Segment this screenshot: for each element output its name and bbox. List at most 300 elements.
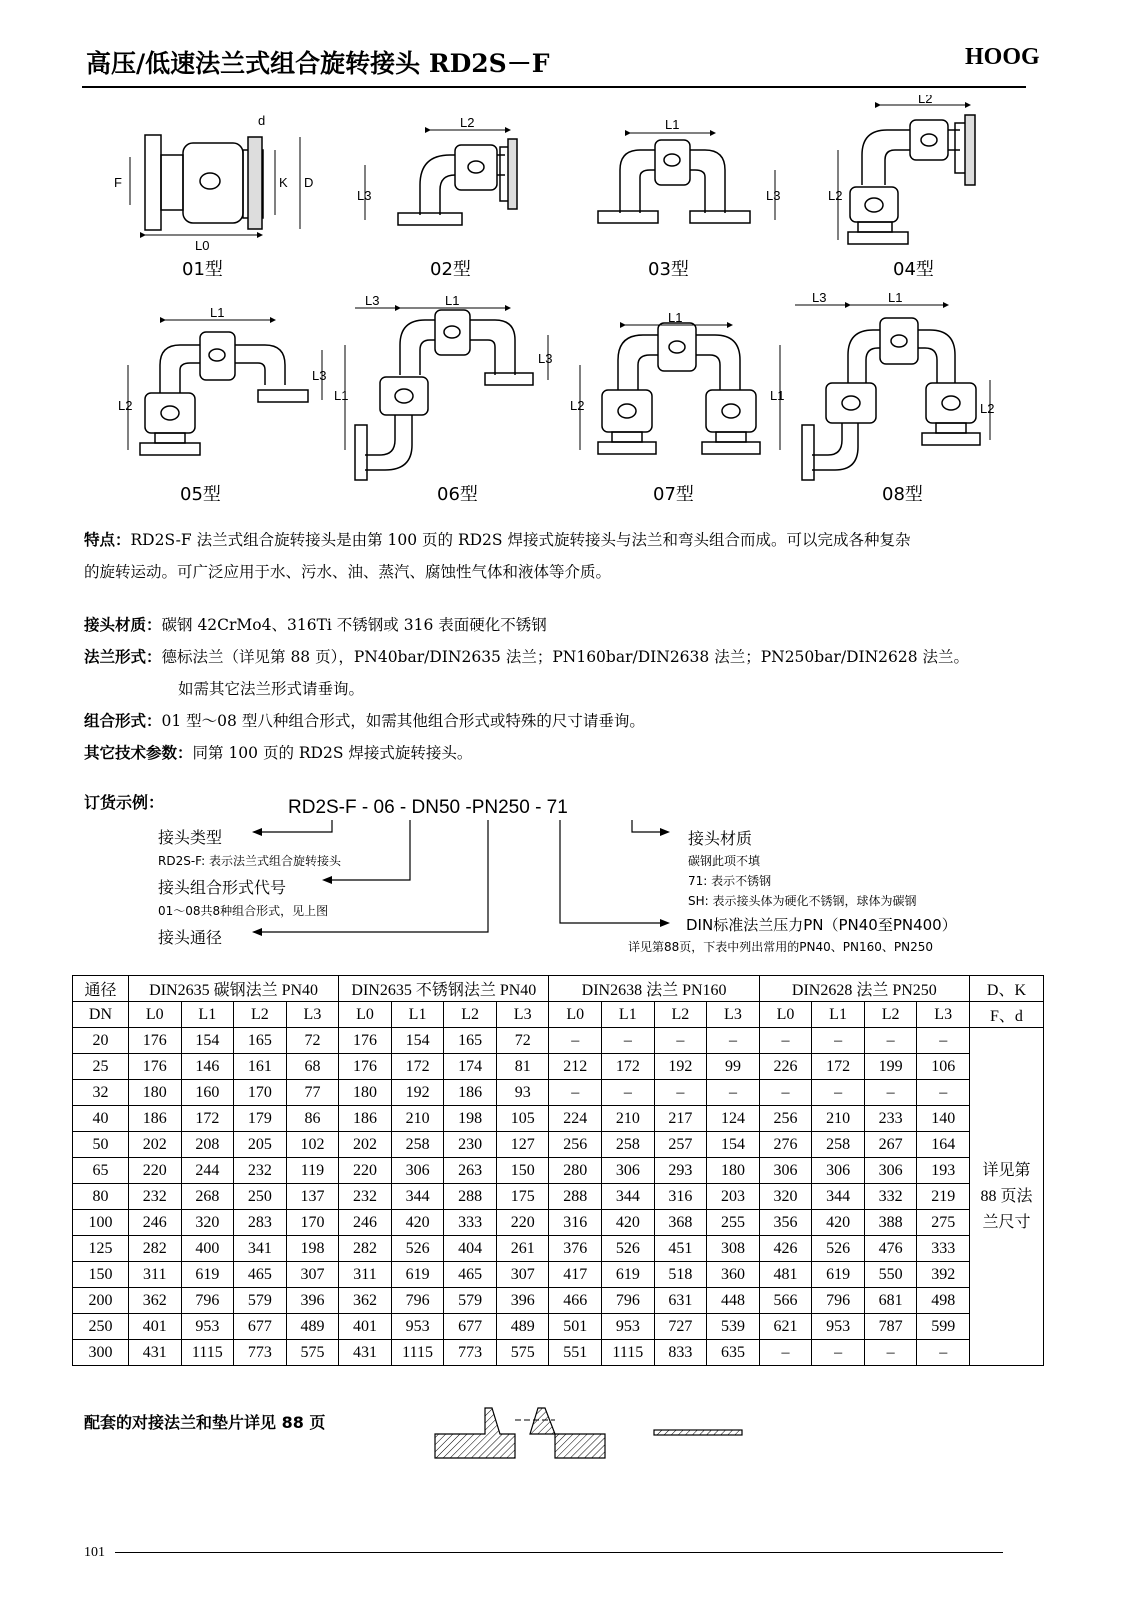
table-cell: 1115 xyxy=(602,1340,655,1366)
flange-note: 配套的对接法兰和垫片详见 88 页 xyxy=(84,1413,326,1432)
table-cell: 476 xyxy=(864,1236,917,1262)
table-cell: 175 xyxy=(496,1184,549,1210)
features-line2: 的旋转运动。可广泛应用于水、污水、油、蒸汽、腐蚀性气体和液体等介质。 xyxy=(84,563,612,581)
table-row xyxy=(73,1184,1044,1210)
subheader-cell: L3 xyxy=(286,1002,339,1028)
table-cell: 165 xyxy=(444,1028,497,1054)
table-cell: 293 xyxy=(654,1158,707,1184)
table-cell: 368 xyxy=(654,1210,707,1236)
table-cell: 306 xyxy=(864,1158,917,1184)
features-paragraph xyxy=(84,524,1044,588)
table-cell: 953 xyxy=(602,1314,655,1340)
table-cell: 150 xyxy=(496,1158,549,1184)
table-cell: 119 xyxy=(286,1158,339,1184)
table-cell: 396 xyxy=(496,1288,549,1314)
table-cell: 344 xyxy=(391,1184,444,1210)
header-dk: D、K xyxy=(969,976,1043,1002)
combination-diagrams xyxy=(0,95,1131,510)
header-din2635-carbon: DIN2635 碳钢法兰 PN40 xyxy=(128,976,338,1002)
table-cell: 154 xyxy=(391,1028,444,1054)
table-cell: 192 xyxy=(654,1054,707,1080)
caption-02: 02型 xyxy=(430,259,471,280)
table-cell: 316 xyxy=(654,1184,707,1210)
subheader-cell: L2 xyxy=(654,1002,707,1028)
table-cell: 316 xyxy=(549,1210,602,1236)
table-cell: 275 xyxy=(917,1210,970,1236)
table-cell: 498 xyxy=(917,1288,970,1314)
table-cell: 250 xyxy=(234,1184,287,1210)
table-cell: – xyxy=(549,1080,602,1106)
header-din2635-stainless: DIN2635 不锈钢法兰 PN40 xyxy=(339,976,549,1002)
table-cell: 210 xyxy=(602,1106,655,1132)
table-cell: 192 xyxy=(391,1080,444,1106)
table-cell: 102 xyxy=(286,1132,339,1158)
table-cell: 431 xyxy=(128,1340,181,1366)
table-cell: 451 xyxy=(654,1236,707,1262)
table-cell: 619 xyxy=(602,1262,655,1288)
table-cell: – xyxy=(864,1080,917,1106)
table-cell: 501 xyxy=(549,1314,602,1340)
table-cell: 232 xyxy=(234,1158,287,1184)
diagram-02 xyxy=(365,130,517,225)
dim-label-L1-06: L1 xyxy=(445,293,460,308)
table-cell: 258 xyxy=(602,1132,655,1158)
dim-label-L1-08b: L1 xyxy=(770,388,785,403)
table-cell: 362 xyxy=(128,1288,181,1314)
subheader-cell: L1 xyxy=(181,1002,234,1028)
table-cell: 179 xyxy=(234,1106,287,1132)
diagram-03 xyxy=(598,133,775,223)
table-cell: 99 xyxy=(707,1054,760,1080)
table-cell: 362 xyxy=(339,1288,392,1314)
table-cell: 220 xyxy=(339,1158,392,1184)
table-cell: 219 xyxy=(917,1184,970,1210)
order-dn-title: 接头通径 xyxy=(158,928,223,947)
table-cell: 796 xyxy=(812,1288,865,1314)
subheader-cell: L2 xyxy=(864,1002,917,1028)
table-cell: 268 xyxy=(181,1184,234,1210)
table-cell: 306 xyxy=(391,1158,444,1184)
table-cell: 280 xyxy=(549,1158,602,1184)
subheader-cell: L2 xyxy=(234,1002,287,1028)
caption-06: 06型 xyxy=(437,484,478,505)
table-cell: 796 xyxy=(391,1288,444,1314)
dim-label-F-01: F xyxy=(114,175,122,190)
features-label: 特点： xyxy=(84,530,131,549)
table-cell: 198 xyxy=(286,1236,339,1262)
table-cell: 244 xyxy=(181,1158,234,1184)
table-cell: 396 xyxy=(286,1288,339,1314)
table-cell: – xyxy=(602,1028,655,1054)
table-cell: 172 xyxy=(181,1106,234,1132)
header-din2628: DIN2628 法兰 PN250 xyxy=(759,976,969,1002)
table-row xyxy=(73,1262,1044,1288)
table-row xyxy=(73,1210,1044,1236)
table-cell: 160 xyxy=(181,1080,234,1106)
table-cell: 388 xyxy=(864,1210,917,1236)
subheader-cell: L3 xyxy=(917,1002,970,1028)
flange-dimension-note xyxy=(969,1028,1043,1366)
table-cell: 72 xyxy=(286,1028,339,1054)
table-cell: 619 xyxy=(181,1262,234,1288)
table-cell: 127 xyxy=(496,1132,549,1158)
table-cell: 256 xyxy=(549,1132,602,1158)
dn-cell: 25 xyxy=(73,1054,129,1080)
table-cell: 466 xyxy=(549,1288,602,1314)
table-cell: 677 xyxy=(444,1314,497,1340)
table-cell: 465 xyxy=(234,1262,287,1288)
table-cell: 1115 xyxy=(181,1340,234,1366)
order-type-title: 接头类型 xyxy=(158,828,223,847)
dim-label-L3-05: L3 xyxy=(312,368,327,383)
table-cell: – xyxy=(864,1340,917,1366)
table-cell: 256 xyxy=(759,1106,812,1132)
table-cell: 575 xyxy=(496,1340,549,1366)
table-cell: 220 xyxy=(128,1158,181,1184)
table-cell: 212 xyxy=(549,1054,602,1080)
table-cell: 276 xyxy=(759,1132,812,1158)
table-cell: 246 xyxy=(128,1210,181,1236)
dim-label-L3-03: L3 xyxy=(766,188,781,203)
table-cell: 180 xyxy=(707,1158,760,1184)
table-cell: 420 xyxy=(812,1210,865,1236)
table-cell: 246 xyxy=(339,1210,392,1236)
table-cell: 320 xyxy=(181,1210,234,1236)
dim-label-L3-02: L3 xyxy=(357,188,372,203)
table-cell: 93 xyxy=(496,1080,549,1106)
table-cell: 526 xyxy=(812,1236,865,1262)
table-cell: 68 xyxy=(286,1054,339,1080)
table-cell: 86 xyxy=(286,1106,339,1132)
table-cell: 306 xyxy=(812,1158,865,1184)
table-cell: 210 xyxy=(391,1106,444,1132)
dim-label-L3-06: L3 xyxy=(365,293,380,308)
table-cell: – xyxy=(654,1028,707,1054)
table-cell: 77 xyxy=(286,1080,339,1106)
table-cell: – xyxy=(812,1080,865,1106)
table-cell: 360 xyxy=(707,1262,760,1288)
table-cell: 431 xyxy=(339,1340,392,1366)
order-label: 订货示例： xyxy=(84,793,165,812)
table-row xyxy=(73,1080,1044,1106)
table-cell: – xyxy=(707,1028,760,1054)
dim-label-L2-04: L2 xyxy=(918,95,933,106)
table-cell: 288 xyxy=(549,1184,602,1210)
table-cell: – xyxy=(759,1340,812,1366)
table-cell: 518 xyxy=(654,1262,707,1288)
diagram-08 xyxy=(780,305,990,480)
table-cell: 308 xyxy=(707,1236,760,1262)
dim-label-L1-07: L1 xyxy=(668,310,683,325)
dim-label-K-01: K xyxy=(279,175,288,190)
table-cell: 224 xyxy=(549,1106,602,1132)
subheader-cell: L1 xyxy=(812,1002,865,1028)
table-cell: 198 xyxy=(444,1106,497,1132)
table-header-row-1 xyxy=(73,976,1044,1002)
table-cell: 579 xyxy=(234,1288,287,1314)
table-cell: 307 xyxy=(496,1262,549,1288)
order-type-desc: RD2S-F: 表示法兰式组合旋转接头 xyxy=(158,854,341,868)
order-material-desc1: 碳钢此项不填 xyxy=(688,854,761,868)
dn-cell: 100 xyxy=(73,1210,129,1236)
table-row xyxy=(73,1340,1044,1366)
subheader-cell: L0 xyxy=(339,1002,392,1028)
table-cell: 333 xyxy=(917,1236,970,1262)
table-cell: 124 xyxy=(707,1106,760,1132)
diagram-01 xyxy=(130,135,300,235)
table-cell: 154 xyxy=(707,1132,760,1158)
header-din2638: DIN2638 法兰 PN160 xyxy=(549,976,759,1002)
table-row xyxy=(73,1314,1044,1340)
table-cell: 344 xyxy=(812,1184,865,1210)
table-cell: 176 xyxy=(128,1028,181,1054)
subheader-cell: L3 xyxy=(707,1002,760,1028)
diagram-04 xyxy=(838,105,975,244)
subheader-cell: L1 xyxy=(391,1002,444,1028)
table-cell: 392 xyxy=(917,1262,970,1288)
table-cell: 283 xyxy=(234,1210,287,1236)
table-cell: 796 xyxy=(181,1288,234,1314)
table-cell: 217 xyxy=(654,1106,707,1132)
table-cell: 631 xyxy=(654,1288,707,1314)
table-cell: – xyxy=(549,1028,602,1054)
table-row xyxy=(73,1236,1044,1262)
table-cell: – xyxy=(759,1080,812,1106)
spec-material: 接头材质：碳钢 42CrMo4、316Ti 不锈钢或 316 表面硬化不锈钢 xyxy=(84,615,547,634)
subheader-cell: L1 xyxy=(602,1002,655,1028)
dim-label-L2-04b: L2 xyxy=(828,188,843,203)
dn-cell: 50 xyxy=(73,1132,129,1158)
table-cell: – xyxy=(759,1028,812,1054)
table-cell: 579 xyxy=(444,1288,497,1314)
dim-label-L2-05: L2 xyxy=(118,398,133,413)
table-cell: 282 xyxy=(339,1236,392,1262)
table-cell: 550 xyxy=(864,1262,917,1288)
table-cell: 165 xyxy=(234,1028,287,1054)
table-cell: 311 xyxy=(128,1262,181,1288)
table-cell: 257 xyxy=(654,1132,707,1158)
table-cell: 105 xyxy=(496,1106,549,1132)
table-cell: 230 xyxy=(444,1132,497,1158)
table-cell: 448 xyxy=(707,1288,760,1314)
table-cell: 526 xyxy=(391,1236,444,1262)
caption-01: 01型 xyxy=(182,259,223,280)
table-cell: 146 xyxy=(181,1054,234,1080)
table-cell: 417 xyxy=(549,1262,602,1288)
caption-03: 03型 xyxy=(648,259,689,280)
table-cell: 261 xyxy=(496,1236,549,1262)
table-cell: 400 xyxy=(181,1236,234,1262)
table-cell: – xyxy=(654,1080,707,1106)
table-cell: 306 xyxy=(602,1158,655,1184)
table-cell: 258 xyxy=(812,1132,865,1158)
table-cell: 619 xyxy=(812,1262,865,1288)
table-cell: 282 xyxy=(128,1236,181,1262)
caption-08: 08型 xyxy=(882,484,923,505)
table-cell: – xyxy=(602,1080,655,1106)
table-cell: 176 xyxy=(339,1028,392,1054)
table-cell: 420 xyxy=(391,1210,444,1236)
dim-label-D-01: D xyxy=(304,175,314,190)
dn-cell: 150 xyxy=(73,1262,129,1288)
table-cell: 551 xyxy=(549,1340,602,1366)
order-pn-title: DIN标准法兰压力PN（PN40至PN400） xyxy=(686,916,957,934)
table-cell: 233 xyxy=(864,1106,917,1132)
table-cell: 677 xyxy=(234,1314,287,1340)
subheader-cell: L0 xyxy=(759,1002,812,1028)
caption-07: 07型 xyxy=(653,484,694,505)
table-cell: – xyxy=(917,1028,970,1054)
table-cell: 140 xyxy=(917,1106,970,1132)
table-cell: 599 xyxy=(917,1314,970,1340)
table-cell: 773 xyxy=(234,1340,287,1366)
table-cell: 311 xyxy=(339,1262,392,1288)
table-cell: 176 xyxy=(128,1054,181,1080)
table-cell: 489 xyxy=(496,1314,549,1340)
dim-label-L2-02: L2 xyxy=(460,115,475,130)
dn-cell: 32 xyxy=(73,1080,129,1106)
caption-04: 04型 xyxy=(893,259,934,280)
table-cell: 621 xyxy=(759,1314,812,1340)
table-row xyxy=(73,1132,1044,1158)
spec-flange-note: 如需其它法兰形式请垂询。 xyxy=(178,680,365,698)
table-cell: 232 xyxy=(339,1184,392,1210)
table-cell: 288 xyxy=(444,1184,497,1210)
table-cell: 164 xyxy=(917,1132,970,1158)
table-cell: 833 xyxy=(654,1340,707,1366)
table-cell: 333 xyxy=(444,1210,497,1236)
table-row xyxy=(73,1106,1044,1132)
diagram-05 xyxy=(128,320,322,455)
order-combo-title: 接头组合形式代号 xyxy=(158,878,287,897)
table-cell: 787 xyxy=(864,1314,917,1340)
flange-gasket-drawing xyxy=(430,1400,760,1470)
spec-other: 其它技术参数：同第 100 页的 RD2S 焊接式旋转接头。 xyxy=(84,743,473,762)
features-line1: RD2S-F 法兰式组合旋转接头是由第 100 页的 RD2S 焊接式旋转接头与法兰和弯头组合而成。可以完成各种复杂 xyxy=(130,531,911,549)
diagram-06 xyxy=(345,308,548,480)
table-cell: 72 xyxy=(496,1028,549,1054)
spec-combination: 组合形式：01 型～08 型八种组合形式，如需其他组合形式或特殊的尺寸请垂询。 xyxy=(84,711,645,730)
table-cell: 226 xyxy=(759,1054,812,1080)
dim-label-L2-08: L2 xyxy=(980,401,995,416)
caption-05: 05型 xyxy=(180,484,221,505)
table-cell: 258 xyxy=(391,1132,444,1158)
table-cell: 320 xyxy=(759,1184,812,1210)
table-row xyxy=(73,1028,1044,1054)
order-combo-desc: 01～08共8种组合形式，见上图 xyxy=(158,904,329,918)
table-cell: 180 xyxy=(128,1080,181,1106)
table-row xyxy=(73,1158,1044,1184)
table-cell: 170 xyxy=(286,1210,339,1236)
table-cell: 199 xyxy=(864,1054,917,1080)
table-cell: 202 xyxy=(339,1132,392,1158)
table-cell: 953 xyxy=(812,1314,865,1340)
table-row xyxy=(73,1054,1044,1080)
footer-rule xyxy=(115,1552,1003,1553)
table-cell: 203 xyxy=(707,1184,760,1210)
table-cell: 186 xyxy=(339,1106,392,1132)
note-line: 兰尺寸 xyxy=(982,1213,1031,1231)
header-dn: 通径 xyxy=(73,976,129,1002)
dim-label-L1-08: L1 xyxy=(888,290,903,305)
table-cell: 566 xyxy=(759,1288,812,1314)
dn-cell: 125 xyxy=(73,1236,129,1262)
dn-cell: 65 xyxy=(73,1158,129,1184)
table-cell: 186 xyxy=(128,1106,181,1132)
order-material-desc2: 71: 表示不锈钢 xyxy=(688,874,772,888)
table-cell: 306 xyxy=(759,1158,812,1184)
table-cell: 953 xyxy=(391,1314,444,1340)
table-cell: 575 xyxy=(286,1340,339,1366)
table-cell: 161 xyxy=(234,1054,287,1080)
table-cell: 465 xyxy=(444,1262,497,1288)
table-cell: 635 xyxy=(707,1340,760,1366)
table-cell: – xyxy=(864,1028,917,1054)
table-cell: 154 xyxy=(181,1028,234,1054)
subheader-cell: DN xyxy=(73,1002,129,1028)
table-cell: 796 xyxy=(602,1288,655,1314)
dim-label-d-01: d xyxy=(258,113,266,128)
dim-label-L3-06b: L3 xyxy=(538,351,553,366)
table-cell: 420 xyxy=(602,1210,655,1236)
table-cell: 202 xyxy=(128,1132,181,1158)
table-cell: 137 xyxy=(286,1184,339,1210)
table-cell: 180 xyxy=(339,1080,392,1106)
table-cell: 341 xyxy=(234,1236,287,1262)
table-cell: 205 xyxy=(234,1132,287,1158)
table-cell: 170 xyxy=(234,1080,287,1106)
table-cell: 953 xyxy=(181,1314,234,1340)
table-cell: 332 xyxy=(864,1184,917,1210)
table-cell: 176 xyxy=(339,1054,392,1080)
table-cell: 172 xyxy=(391,1054,444,1080)
table-cell: 481 xyxy=(759,1262,812,1288)
subheader-cell: F、d xyxy=(969,1002,1043,1028)
table-cell: 193 xyxy=(917,1158,970,1184)
dn-cell: 300 xyxy=(73,1340,129,1366)
dn-cell: 250 xyxy=(73,1314,129,1340)
table-cell: 773 xyxy=(444,1340,497,1366)
table-cell: 232 xyxy=(128,1184,181,1210)
dn-cell: 20 xyxy=(73,1028,129,1054)
table-cell: 401 xyxy=(339,1314,392,1340)
table-cell: 267 xyxy=(864,1132,917,1158)
dim-label-L1-03: L1 xyxy=(665,117,680,132)
table-cell: 172 xyxy=(602,1054,655,1080)
table-cell: 208 xyxy=(181,1132,234,1158)
dn-cell: 40 xyxy=(73,1106,129,1132)
order-code: RD2S-F - 06 - DN50 -PN250 - 71 xyxy=(288,797,568,818)
diagram-07 xyxy=(580,323,760,454)
table-cell: 186 xyxy=(444,1080,497,1106)
dimension-table xyxy=(72,975,1044,1366)
page-title: 高压/低速法兰式组合旋转接头 RD2S－F xyxy=(86,49,550,78)
spec-flange-type: 法兰形式：德标法兰（详见第 88 页），PN40bar/DIN2635 法兰；PN160bar/DIN2638 法兰；PN250bar/DIN2628 法兰。 xyxy=(84,647,970,666)
dim-label-L1-06b: L1 xyxy=(334,388,349,403)
table-cell: 81 xyxy=(496,1054,549,1080)
table-cell: 539 xyxy=(707,1314,760,1340)
note-line: 详见第 xyxy=(982,1161,1031,1179)
dn-cell: 200 xyxy=(73,1288,129,1314)
table-header-row-2 xyxy=(73,1002,1044,1028)
table-cell: – xyxy=(917,1080,970,1106)
dim-label-L2-07: L2 xyxy=(570,398,585,413)
subheader-cell: L0 xyxy=(549,1002,602,1028)
table-cell: – xyxy=(812,1340,865,1366)
table-cell: 1115 xyxy=(391,1340,444,1366)
order-material-desc3: SH: 表示接头体为硬化不锈钢，球体为碳钢 xyxy=(688,894,917,908)
table-cell: 344 xyxy=(602,1184,655,1210)
